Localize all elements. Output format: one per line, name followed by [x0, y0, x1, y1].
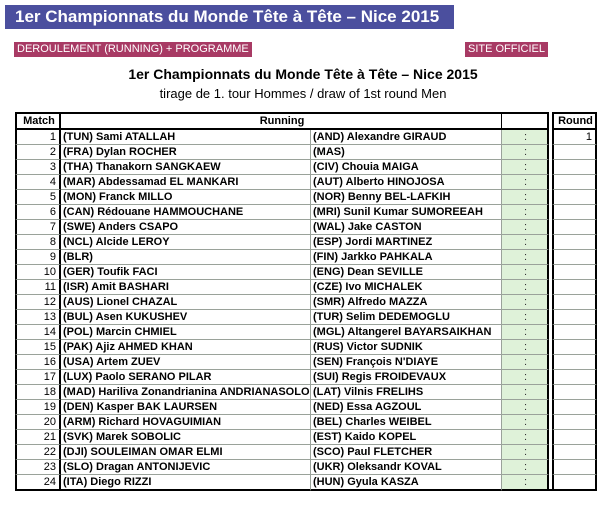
- player-one: (SLO) Dragan ANTONIJEVIC: [61, 460, 311, 475]
- official-site-link[interactable]: SITE OFFICIEL: [465, 42, 548, 57]
- player-two: (WAL) Jake CASTON: [311, 220, 502, 235]
- match-number: 4: [15, 175, 61, 190]
- player-one: (POL) Marcin CHMIEL: [61, 325, 311, 340]
- player-two: (HUN) Gyula KASZA: [311, 475, 502, 491]
- score-cell: :: [502, 250, 549, 265]
- table-row: [15, 400, 597, 415]
- table-row: [15, 220, 597, 235]
- round-cell: [552, 145, 597, 160]
- player-one: (LUX) Paolo SERANO PILAR: [61, 370, 311, 385]
- player-two: (RUS) Victor SUDNIK: [311, 340, 502, 355]
- round-cell: [552, 340, 597, 355]
- round-cell: [552, 325, 597, 340]
- table-row: [15, 235, 597, 250]
- round-cell: [552, 235, 597, 250]
- column-header-running: Running: [61, 112, 502, 130]
- round-cell: [552, 445, 597, 460]
- score-cell: :: [502, 415, 549, 430]
- column-header-score: [502, 112, 549, 130]
- player-two: (ENG) Dean SEVILLE: [311, 265, 502, 280]
- table-row: [15, 295, 597, 310]
- round-cell: [552, 295, 597, 310]
- table-row: [15, 475, 597, 491]
- player-one: (DJI) SOULEIMAN OMAR ELMI: [61, 445, 311, 460]
- score-cell: :: [502, 355, 549, 370]
- round-cell: [552, 400, 597, 415]
- table-row: [15, 370, 597, 385]
- round-cell: [552, 220, 597, 235]
- match-number: 10: [15, 265, 61, 280]
- score-cell: :: [502, 130, 549, 145]
- match-number: 21: [15, 430, 61, 445]
- score-cell: :: [502, 460, 549, 475]
- round-cell: [552, 265, 597, 280]
- player-two: (NED) Essa AGZOUL: [311, 400, 502, 415]
- round-cell: [552, 370, 597, 385]
- player-two: (CZE) Ivo MICHALEK: [311, 280, 502, 295]
- table-row: [15, 325, 597, 340]
- round-cell: [552, 475, 597, 491]
- table-row: [15, 190, 597, 205]
- match-number: 5: [15, 190, 61, 205]
- match-number: 16: [15, 355, 61, 370]
- player-two: (MAS): [311, 145, 502, 160]
- player-one: (ARM) Richard HOVAGUIMIAN: [61, 415, 311, 430]
- player-one: (CAN) Rédouane HAMMOUCHANE: [61, 205, 311, 220]
- score-cell: :: [502, 385, 549, 400]
- player-one: (NCL) Alcide LEROY: [61, 235, 311, 250]
- match-number: 19: [15, 400, 61, 415]
- player-one: (PAK) Ajiz AHMED KHAN: [61, 340, 311, 355]
- table-row: [15, 145, 597, 160]
- table-row: [15, 340, 597, 355]
- match-number: 14: [15, 325, 61, 340]
- player-two: (AND) Alexandre GIRAUD: [311, 130, 502, 145]
- score-cell: :: [502, 325, 549, 340]
- table-row: [15, 265, 597, 280]
- score-cell: :: [502, 160, 549, 175]
- match-number: 17: [15, 370, 61, 385]
- round-cell: [552, 160, 597, 175]
- player-two: (AUT) Alberto HINOJOSA: [311, 175, 502, 190]
- score-cell: :: [502, 340, 549, 355]
- score-cell: :: [502, 220, 549, 235]
- score-cell: :: [502, 445, 549, 460]
- column-header-round: Round: [552, 112, 597, 130]
- round-cell: [552, 355, 597, 370]
- score-cell: :: [502, 280, 549, 295]
- score-cell: :: [502, 475, 549, 491]
- score-cell: :: [502, 205, 549, 220]
- table-row: [15, 175, 597, 190]
- player-two: (SUI) Regis FROIDEVAUX: [311, 370, 502, 385]
- score-cell: :: [502, 430, 549, 445]
- player-two: (UKR) Oleksandr KOVAL: [311, 460, 502, 475]
- match-number: 8: [15, 235, 61, 250]
- match-number: 11: [15, 280, 61, 295]
- player-one: (TUN) Sami ATALLAH: [61, 130, 311, 145]
- match-number: 3: [15, 160, 61, 175]
- match-number: 2: [15, 145, 61, 160]
- match-number: 20: [15, 415, 61, 430]
- player-two: (SMR) Alfredo MAZZA: [311, 295, 502, 310]
- player-one: (ISR) Amit BASHARI: [61, 280, 311, 295]
- round-cell: [552, 250, 597, 265]
- table-row: [15, 280, 597, 295]
- match-number: 23: [15, 460, 61, 475]
- table-row: [15, 430, 597, 445]
- player-one: (GER) Toufik FACI: [61, 265, 311, 280]
- draw-subtitle: tirage de 1. tour Hommes / draw of 1st round Men: [159, 86, 447, 101]
- score-cell: :: [502, 295, 549, 310]
- match-number: 1: [15, 130, 61, 145]
- program-link[interactable]: DEROULEMENT (RUNNING) + PROGRAMME: [14, 42, 252, 57]
- match-number: 15: [15, 340, 61, 355]
- table-row: [15, 310, 597, 325]
- draw-table: [15, 112, 597, 491]
- table-row: [15, 445, 597, 460]
- table-row: [15, 160, 597, 175]
- player-two: (FIN) Jarkko PAHKALA: [311, 250, 502, 265]
- score-cell: :: [502, 235, 549, 250]
- score-cell: :: [502, 310, 549, 325]
- player-one: (MAD) Hariliva Zonandrianina ANDRIANASOLO: [63, 386, 310, 398]
- player-two: (NOR) Benny BEL-LAFKIH: [311, 190, 502, 205]
- match-number: 24: [15, 475, 61, 491]
- player-one: (ITA) Diego RIZZI: [61, 475, 311, 491]
- player-one: (MAR) Abdessamad EL MANKARI: [61, 175, 311, 190]
- round-cell: [552, 460, 597, 475]
- round-cell: [552, 385, 597, 400]
- table-row: [15, 250, 597, 265]
- column-header-match: Match: [15, 112, 61, 130]
- score-cell: :: [502, 370, 549, 385]
- table-row: [15, 205, 597, 220]
- player-one: (BUL) Asen KUKUSHEV: [61, 310, 311, 325]
- player-one: (THA) Thanakorn SANGKAEW: [61, 160, 311, 175]
- score-cell: :: [502, 190, 549, 205]
- round-cell: [552, 205, 597, 220]
- player-two: (ESP) Jordi MARTINEZ: [311, 235, 502, 250]
- player-one: (FRA) Dylan ROCHER: [61, 145, 311, 160]
- player-two: (SCO) Paul FLETCHER: [311, 445, 502, 460]
- match-number: 9: [15, 250, 61, 265]
- match-number: 6: [15, 205, 61, 220]
- match-number: 13: [15, 310, 61, 325]
- table-row: [15, 415, 597, 430]
- round-cell: 1: [552, 130, 597, 145]
- round-cell: [552, 415, 597, 430]
- round-cell: [552, 430, 597, 445]
- table-row: [15, 385, 597, 400]
- round-cell: [552, 175, 597, 190]
- score-cell: :: [502, 400, 549, 415]
- player-two: (LAT) Vilnis FRELIHS: [311, 385, 502, 400]
- round-cell: [552, 310, 597, 325]
- table-row: [15, 130, 597, 145]
- player-one: (USA) Artem ZUEV: [61, 355, 311, 370]
- table-header-row: [15, 112, 597, 130]
- match-number: 18: [15, 385, 61, 400]
- match-number: 12: [15, 295, 61, 310]
- table-row: [15, 355, 597, 370]
- draw-title: 1er Championnats du Monde Tête à Tête – Nice 2015: [128, 66, 478, 82]
- player-one: (DEN) Kasper BAK LAURSEN: [61, 400, 311, 415]
- player-one: (SVK) Marek SOBOLIC: [61, 430, 311, 445]
- player-one: (SWE) Anders CSAPO: [61, 220, 311, 235]
- player-two: (CIV) Chouia MAIGA: [311, 160, 502, 175]
- score-cell: :: [502, 145, 549, 160]
- player-one: (BLR): [61, 250, 311, 265]
- player-two: (MGL) Altangerel BAYARSAIKHAN: [311, 325, 502, 340]
- table-row: [15, 460, 597, 475]
- player-two: (SEN) François N'DIAYE: [311, 355, 502, 370]
- round-cell: [552, 190, 597, 205]
- banner-title: 1er Championnats du Monde Tête à Tête – Nice 2015: [5, 5, 454, 29]
- score-cell: :: [502, 265, 549, 280]
- player-two: (BEL) Charles WEIBEL: [311, 415, 502, 430]
- round-cell: [552, 280, 597, 295]
- match-number: 7: [15, 220, 61, 235]
- player-two: (TUR) Selim DEDEMOGLU: [311, 310, 502, 325]
- score-cell: :: [502, 175, 549, 190]
- match-number: 22: [15, 445, 61, 460]
- player-two: (EST) Kaido KOPEL: [311, 430, 502, 445]
- player-one: (AUS) Lionel CHAZAL: [61, 295, 311, 310]
- player-two: (MRI) Sunil Kumar SUMOREEAH: [311, 205, 502, 220]
- player-one: (MON) Franck MILLO: [61, 190, 311, 205]
